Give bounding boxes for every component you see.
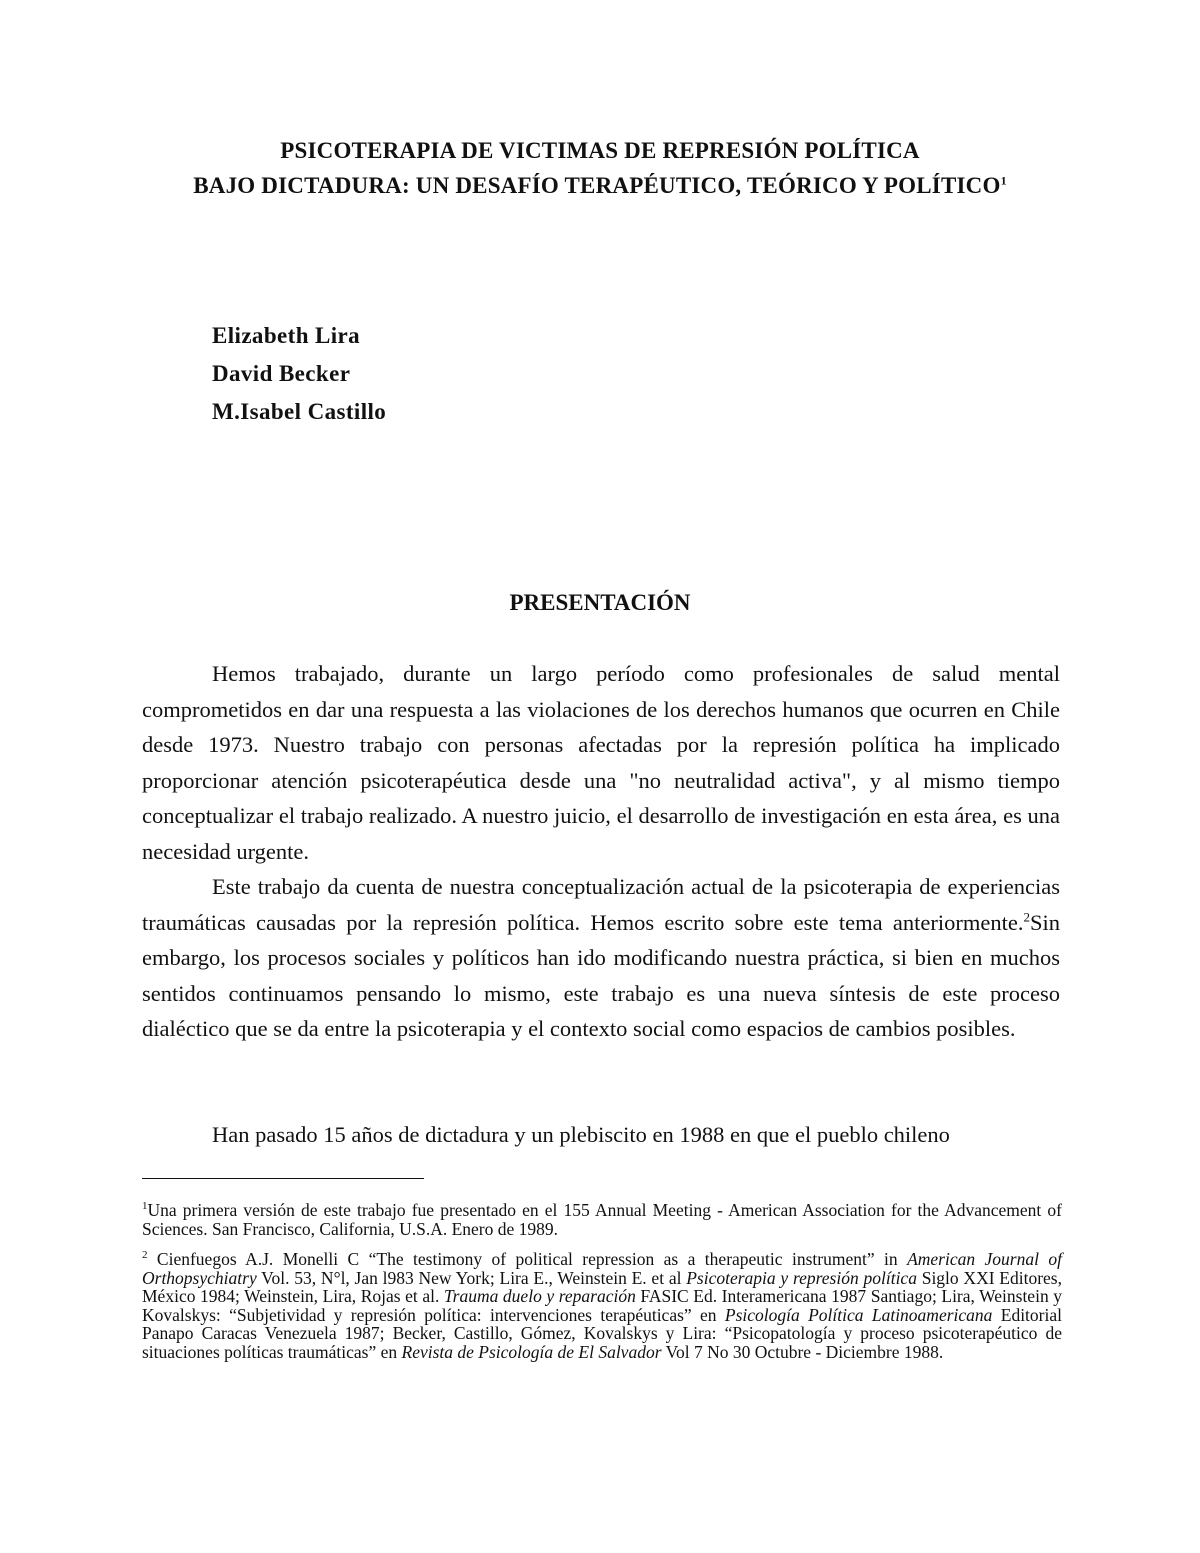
- author-3: M.Isabel Castillo: [212, 399, 387, 424]
- title-line-2: BAJO DICTADURA: UN DESAFÍO TERAPÉUTICO, TEÓRICO Y POLÍTICO$^1$: [193, 173, 1007, 198]
- author-1: Elizabeth Lira: [212, 323, 361, 348]
- footnote-2: $^2$ Cienfuegos A.J. Monelli C “The testimony of political repression as a therapeutic instrument” in American Journal of Orthopsychiatry Vol. 53, N°l, Jan l983 New York; Lira E., Weinstein E. et al Psicoterapia y represión política Siglo XXI Editores, México 1984; Weinstein, Lira, Rojas et al. Trauma duelo y reparación FASIC Ed. Interamericana 1987 Santiago; Lira, Weinstein y Kovalskys: “Subjetividad y represión política: intervenciones terapéuticas” en Psicología Política Latinoamericana Editorial Panapo Caracas Venezuela 1987; Becker, Castillo, Gómez, Kovalskys y Lira: “Psicopatología y proceso psicoterapéutico de situaciones políticas traumáticas” en Revista de Psicología de El Salvador Vol 7 No 30 Octubre - Diciembre 1988.: [142, 1249, 1063, 1362]
- section-heading: PRESENTACIÓN: [509, 590, 691, 615]
- paragraph-3: Han pasado 15 años de dictadura y un plebiscito en 1988 en que el pueblo chileno: [212, 1122, 950, 1147]
- paragraph-2: Este trabajo da cuenta de nuestra conceptualización actual de la psicoterapia de experiencias traumáticas causadas por la represión política. Hemos escrito sobre este tema anteriormente.$^2$Sin embargo, los procesos sociales y políticos han ido modificando nuestra práctica, si bien en muchos sentidos continuamos pensando lo mismo, este trabajo es una nueva síntesis de este proceso dialéctico que se da entre la psicoterapia y el contexto social como espacios de cambios posibles.: [142, 874, 1060, 1041]
- footnote-divider: [142, 1178, 424, 1179]
- title-footnote-ref: 1: [1000, 173, 1007, 188]
- paragraph-1: Hemos trabajado, durante un largo período como profesionales de salud mental comprometidos en dar una respuesta a las violaciones de los derechos humanos que ocurren en Chile desde 1973. Nuestro trabajo con personas afectadas por la represión política ha implicado proporcionar atención psicoterapéutica desde una "no neutralidad activa", y al mismo tiempo conceptualizar el trabajo realizado. A nuestro juicio, el desarrollo de investigación en esta área, es una necesidad urgente.: [142, 661, 1060, 864]
- author-2: David Becker: [212, 361, 351, 386]
- footnote-ref-2: 2: [1023, 909, 1030, 924]
- title-line-1: PSICOTERAPIA DE VICTIMAS DE REPRESIÓN POLÍTICA: [280, 138, 920, 163]
- footnote-1: $^1$Una primera versión de este trabajo fue presentado en el 155 Annual Meeting - American Association for the Advancement of Sciences. San Francisco, California, U.S.A. Enero de 1989.: [142, 1200, 1062, 1239]
